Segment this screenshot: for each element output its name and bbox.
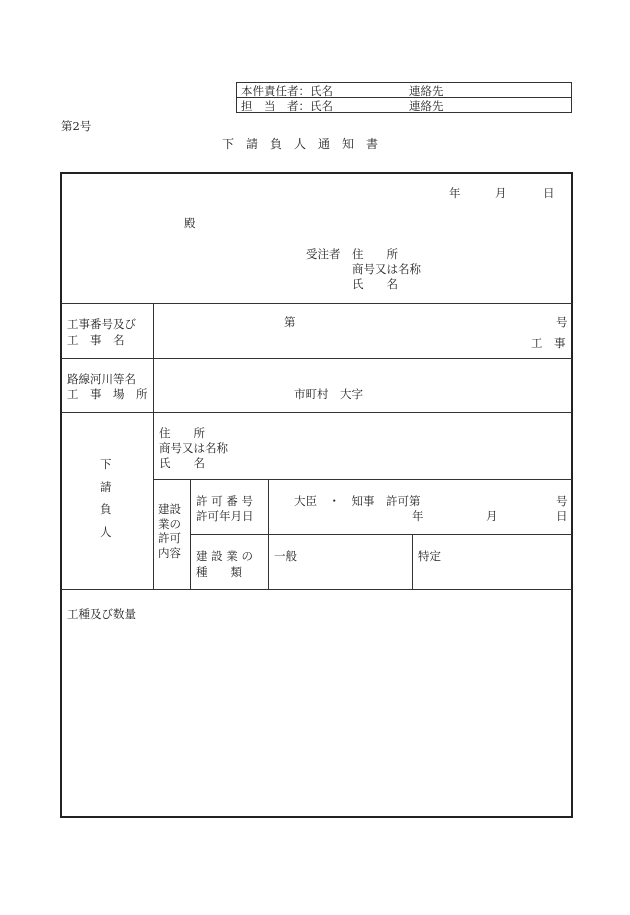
form-number: 第2号 <box>61 119 92 133</box>
permit-label-divider <box>190 479 191 589</box>
permit-date-day: 日 <box>556 509 568 523</box>
date-year: 年 <box>449 186 461 200</box>
work-label-line2: 工 事 名 <box>67 333 125 347</box>
divider-business-type-top <box>190 534 572 535</box>
location-label-line1: 路線河川等名 <box>67 372 136 386</box>
business-type-label-1: 建 設 業 の <box>196 549 253 563</box>
permit-date-month: 月 <box>486 509 498 523</box>
subcontractor-trade-name-label: 商号又は名称 <box>159 441 228 455</box>
business-type-label-2: 種 類 <box>196 565 242 579</box>
divider-location-top <box>61 358 572 359</box>
permit-block-label: 建設 業の 許可 内容 <box>158 502 181 560</box>
subcontractor-name-label: 氏 名 <box>159 456 205 470</box>
work-number-prefix: 第 <box>284 315 296 329</box>
document-title: 下 請 負 人 通 知 書 <box>222 137 379 151</box>
responsible-person-label: 本件責任者：氏名 <box>241 84 333 98</box>
quantity-label: 工種及び数量 <box>67 607 136 621</box>
label-column-divider <box>153 303 154 589</box>
permit-date-label: 許可年月日 <box>196 509 254 523</box>
permit-number-value: 大臣 ・ 知事 許可第 <box>294 494 421 508</box>
staff-contact-label: 連絡先 <box>409 99 444 113</box>
permit-number-suffix: 号 <box>556 494 568 508</box>
subcontractor-label: 下 請 負 人 <box>100 457 112 539</box>
work-label-line1: 工事番号及び <box>67 317 136 331</box>
contractor-address-label: 住 所 <box>352 247 398 261</box>
location-label-line2: 工 事 場 所 <box>67 387 148 401</box>
business-type-special: 特定 <box>418 549 441 563</box>
staff-label: 担 当 者：氏名 <box>241 99 333 113</box>
work-name-suffix: 工 事 <box>531 336 566 350</box>
responsible-contact-label: 連絡先 <box>409 84 444 98</box>
contractor-name-label: 氏 名 <box>352 277 398 291</box>
permit-value-divider <box>268 479 269 589</box>
contractor-trade-name-label: 商号又は名称 <box>352 262 421 276</box>
location-value: 市町村 大字 <box>294 387 363 401</box>
date-month: 月 <box>495 186 507 200</box>
divider-work-top <box>61 303 572 304</box>
date-day: 日 <box>543 186 555 200</box>
permit-date-year: 年 <box>412 509 424 523</box>
general-special-divider <box>412 534 413 589</box>
addressee-suffix: 殿 <box>184 216 196 230</box>
subcontractor-address-label: 住 所 <box>159 426 205 440</box>
permit-number-label: 許 可 番 号 <box>196 494 253 508</box>
business-type-general: 一般 <box>274 549 297 563</box>
work-number-suffix: 号 <box>556 315 568 329</box>
contractor-role: 受注者 <box>306 247 341 261</box>
divider-subcontractor-top <box>61 412 572 413</box>
divider-quantity-top <box>61 589 572 590</box>
divider-permit-top <box>153 479 572 480</box>
